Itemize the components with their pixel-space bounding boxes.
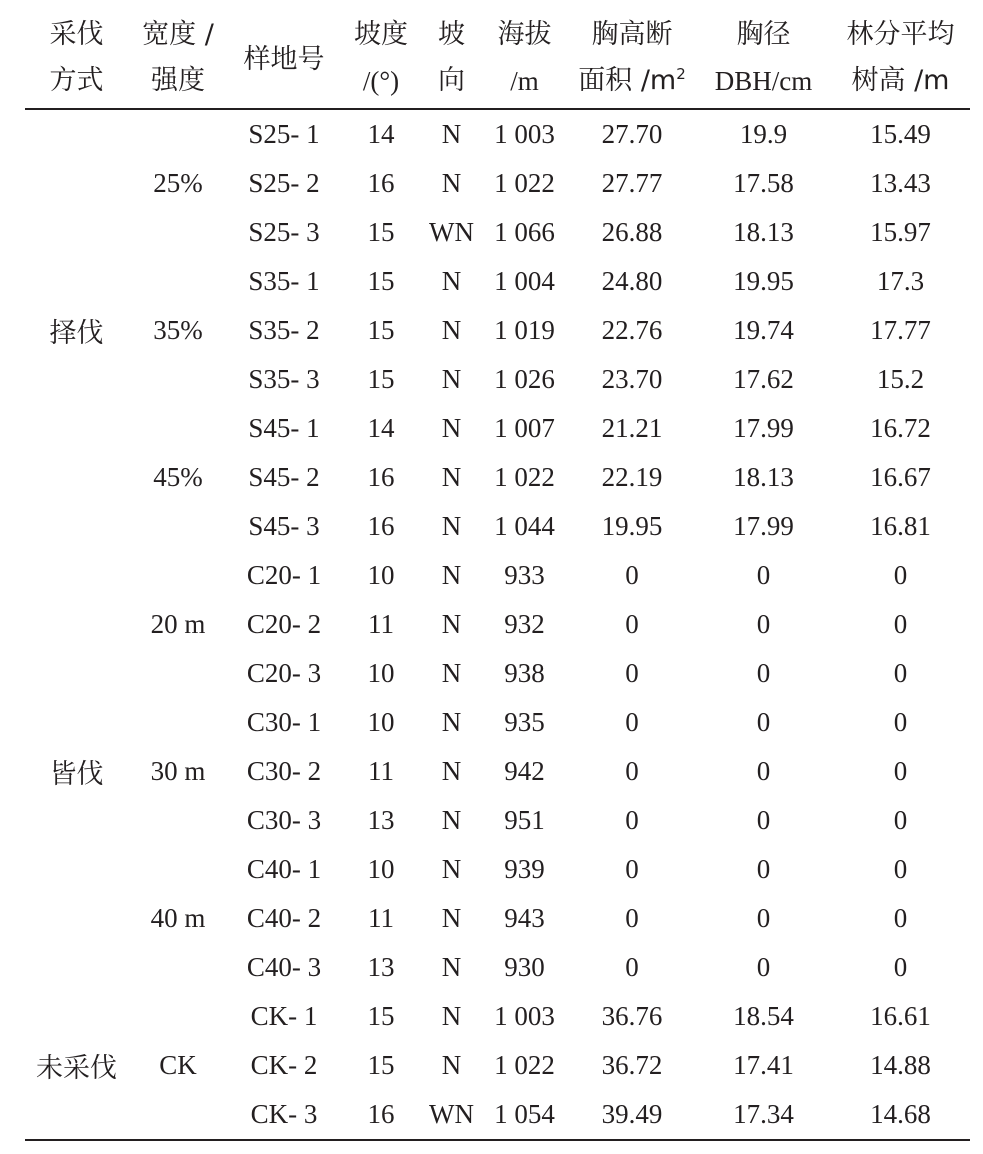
plot-cell: S35- 3 — [248, 364, 320, 394]
basal-area-cell: 0 — [625, 952, 639, 982]
method-cell: 皆伐 — [49, 759, 104, 790]
aspect-cell: N — [441, 511, 462, 541]
height-cell: 0 — [893, 903, 908, 933]
plot-cell: CK- 3 — [228, 1090, 340, 1140]
plot-cell: C20- 1 — [246, 560, 322, 590]
height-cell: 16.67 — [870, 462, 931, 492]
aspect-cell: N — [441, 560, 462, 590]
plot-cell: C40- 2 — [246, 903, 322, 933]
slope-cell: 16 — [367, 462, 395, 492]
table-body — [25, 109, 970, 1140]
intensity-cell: 20 m — [150, 609, 206, 639]
dbh-cell: 17.34 — [696, 1090, 831, 1140]
header-height-line1: 林分平均 — [846, 19, 955, 50]
header-method-line1: 采伐 — [49, 19, 104, 50]
slope-cell: 15 — [367, 217, 395, 247]
slope-cell: 11 — [368, 903, 394, 933]
altitude-cell: 1 044 — [494, 511, 555, 541]
plot-survey-table — [25, 10, 970, 1141]
height-cell: 0 — [893, 609, 908, 639]
plot-cell: S25- 3 — [248, 217, 320, 247]
header-slope-line1: 坡度 — [354, 19, 408, 50]
basal-area-cell: 24.80 — [601, 266, 663, 296]
slope-cell: 16 — [367, 168, 395, 198]
dbh-cell: 19.95 — [733, 266, 794, 296]
altitude-cell: 939 — [504, 854, 545, 884]
dbh-cell: 18.13 — [733, 462, 794, 492]
height-cell: 16.72 — [870, 413, 931, 443]
basal-area-cell: 19.95 — [601, 511, 663, 541]
altitude-cell: 932 — [504, 609, 545, 639]
dbh-cell: 19.9 — [739, 119, 788, 149]
basal-area-cell: 0 — [625, 707, 639, 737]
intensity-cell: 35% — [153, 315, 203, 345]
aspect-cell: N — [441, 805, 462, 835]
table-row — [25, 698, 970, 747]
header-intensity-line2: 强度 — [128, 58, 228, 109]
plot-table-container — [25, 10, 970, 1141]
dbh-cell: 0 — [756, 854, 771, 884]
altitude-cell: 1 003 — [494, 119, 555, 149]
altitude-cell: 1 022 — [494, 168, 555, 198]
slope-cell: 15 — [367, 1001, 395, 1031]
aspect-cell: N — [441, 266, 462, 296]
intensity-cell: 30 m — [150, 756, 206, 786]
intensity-cell: 40 m — [150, 903, 206, 933]
dbh-cell: 17.99 — [733, 511, 794, 541]
plot-cell: C40- 1 — [246, 854, 322, 884]
altitude-cell: 943 — [504, 903, 545, 933]
plot-cell: S45- 1 — [248, 413, 320, 443]
table-header — [25, 10, 970, 109]
altitude-cell: 933 — [504, 560, 545, 590]
plot-cell: CK- 1 — [250, 1001, 318, 1031]
header-dbh-line2: DBH/cm — [696, 58, 831, 109]
intensity-cell: CK — [128, 992, 228, 1140]
slope-cell: 14 — [367, 413, 395, 443]
aspect-cell: WN — [422, 1090, 481, 1140]
plot-cell: S25- 2 — [248, 168, 320, 198]
height-cell: 15.97 — [870, 217, 931, 247]
dbh-cell: 18.54 — [733, 1001, 794, 1031]
altitude-cell: 1 022 — [494, 462, 555, 492]
header-basal-area-line1: 胸高断 — [591, 19, 673, 50]
slope-cell: 15 — [367, 364, 395, 394]
basal-area-cell: 0 — [625, 903, 639, 933]
plot-cell: S45- 3 — [248, 511, 320, 541]
basal-area-cell: 39.49 — [568, 1090, 696, 1140]
altitude-cell: 938 — [504, 658, 545, 688]
basal-area-cell: 26.88 — [601, 217, 663, 247]
dbh-cell: 19.74 — [733, 315, 794, 345]
height-cell: 14.88 — [870, 1050, 931, 1080]
aspect-cell: N — [441, 413, 462, 443]
aspect-cell: N — [441, 854, 462, 884]
altitude-cell: 1 054 — [481, 1090, 568, 1140]
slope-cell: 13 — [367, 805, 395, 835]
height-cell: 13.43 — [870, 168, 931, 198]
height-cell: 16.61 — [870, 1001, 931, 1031]
aspect-cell: N — [441, 756, 462, 786]
plot-cell: C20- 3 — [246, 658, 322, 688]
dbh-cell: 17.41 — [733, 1050, 794, 1080]
table-row — [25, 992, 970, 1041]
header-basal-area-line2 — [568, 58, 696, 109]
header-altitude-line2: /m — [481, 58, 568, 109]
plot-cell: C30- 1 — [246, 707, 322, 737]
header-basal-area-unit: 面积 /m — [578, 65, 677, 96]
intensity-cell: 45% — [153, 462, 203, 492]
altitude-cell: 1 007 — [494, 413, 555, 443]
altitude-cell: 1 004 — [494, 266, 555, 296]
plot-cell: S25- 1 — [248, 119, 320, 149]
height-cell: 0 — [893, 756, 908, 786]
header-height-line2: 树高 /m — [831, 58, 970, 109]
height-cell: 15.2 — [876, 364, 925, 394]
slope-cell: 10 — [367, 707, 395, 737]
basal-area-cell: 36.72 — [601, 1050, 663, 1080]
slope-cell: 15 — [367, 266, 395, 296]
table-row — [25, 257, 970, 306]
altitude-cell: 1 003 — [494, 1001, 555, 1031]
header-aspect-line1: 坡 — [438, 19, 465, 50]
basal-area-cell: 27.77 — [601, 168, 663, 198]
basal-area-cell: 27.70 — [601, 119, 663, 149]
dbh-cell: 17.58 — [733, 168, 794, 198]
plot-cell: C30- 3 — [246, 805, 322, 835]
height-cell: 0 — [893, 805, 908, 835]
altitude-cell: 935 — [504, 707, 545, 737]
dbh-cell: 17.99 — [733, 413, 794, 443]
altitude-cell: 1 026 — [494, 364, 555, 394]
aspect-cell: N — [441, 658, 462, 688]
table-row — [25, 404, 970, 453]
slope-cell: 10 — [367, 658, 395, 688]
altitude-cell: 930 — [504, 952, 545, 982]
plot-cell: C40- 3 — [246, 952, 322, 982]
plot-cell: C30- 2 — [246, 756, 322, 786]
aspect-cell: N — [441, 1001, 462, 1031]
aspect-cell: N — [441, 364, 462, 394]
dbh-cell: 0 — [756, 658, 771, 688]
header-aspect-line2: 向 — [422, 58, 481, 109]
aspect-cell: WN — [429, 217, 474, 247]
height-cell: 0 — [893, 952, 908, 982]
basal-area-cell: 22.76 — [601, 315, 663, 345]
height-cell: 15.49 — [870, 119, 931, 149]
dbh-cell: 0 — [756, 707, 771, 737]
aspect-cell: N — [441, 609, 462, 639]
height-cell: 17.77 — [870, 315, 931, 345]
dbh-cell: 0 — [756, 609, 771, 639]
basal-area-cell: 21.21 — [601, 413, 663, 443]
slope-cell: 10 — [367, 854, 395, 884]
basal-area-cell: 0 — [625, 609, 639, 639]
table-row — [25, 109, 970, 159]
header-method-line2: 方式 — [25, 58, 128, 109]
dbh-cell: 0 — [756, 805, 771, 835]
aspect-cell: N — [441, 952, 462, 982]
basal-area-cell: 22.19 — [601, 462, 663, 492]
slope-cell: 14 — [367, 119, 395, 149]
table-row — [25, 845, 970, 894]
aspect-cell: N — [441, 315, 462, 345]
basal-area-cell: 0 — [625, 658, 639, 688]
height-cell: 16.81 — [870, 511, 931, 541]
dbh-cell: 0 — [756, 756, 771, 786]
height-cell: 0 — [893, 707, 908, 737]
plot-cell: C20- 2 — [246, 609, 322, 639]
height-cell: 14.68 — [831, 1090, 970, 1140]
basal-area-cell: 0 — [625, 854, 639, 884]
dbh-cell: 17.62 — [733, 364, 794, 394]
method-cell: 未采伐 — [25, 992, 128, 1140]
altitude-cell: 951 — [504, 805, 545, 835]
plot-cell: S45- 2 — [248, 462, 320, 492]
intensity-cell: 25% — [153, 168, 203, 198]
height-cell: 0 — [893, 854, 908, 884]
header-slope-line2: /(°) — [340, 58, 422, 109]
plot-cell: S35- 1 — [248, 266, 320, 296]
plot-cell: CK- 2 — [250, 1050, 318, 1080]
aspect-cell: N — [441, 168, 462, 198]
slope-cell: 16 — [340, 1090, 422, 1140]
aspect-cell: N — [441, 119, 462, 149]
aspect-cell: N — [441, 903, 462, 933]
altitude-cell: 1 066 — [494, 217, 555, 247]
basal-area-cell: 0 — [625, 805, 639, 835]
basal-area-cell: 0 — [625, 560, 639, 590]
header-altitude-line1: 海拔 — [497, 19, 552, 50]
altitude-cell: 1 022 — [494, 1050, 555, 1080]
slope-cell: 10 — [367, 560, 395, 590]
aspect-cell: N — [441, 1050, 462, 1080]
aspect-cell: N — [441, 462, 462, 492]
slope-cell: 11 — [368, 609, 394, 639]
header-basal-area-exponent: 2 — [676, 65, 686, 83]
height-cell: 0 — [893, 658, 908, 688]
altitude-cell: 1 019 — [494, 315, 555, 345]
method-cell: 择伐 — [49, 318, 104, 349]
slope-cell: 15 — [367, 315, 395, 345]
dbh-cell: 18.13 — [733, 217, 794, 247]
dbh-cell: 0 — [756, 560, 771, 590]
aspect-cell: N — [441, 707, 462, 737]
height-cell: 0 — [893, 560, 908, 590]
table-row — [25, 551, 970, 600]
dbh-cell: 0 — [756, 952, 771, 982]
dbh-cell: 0 — [756, 903, 771, 933]
slope-cell: 16 — [367, 511, 395, 541]
basal-area-cell: 0 — [625, 756, 639, 786]
basal-area-cell: 23.70 — [601, 364, 663, 394]
basal-area-cell: 36.76 — [601, 1001, 663, 1031]
slope-cell: 11 — [368, 756, 394, 786]
header-dbh-line1: 胸径 — [736, 19, 791, 50]
plot-cell: S35- 2 — [248, 315, 320, 345]
header-plot: 样地号 — [228, 10, 340, 109]
slope-cell: 13 — [367, 952, 395, 982]
altitude-cell: 942 — [504, 756, 545, 786]
slope-cell: 15 — [367, 1050, 395, 1080]
header-intensity-line1: 宽度 / — [142, 19, 214, 50]
height-cell: 17.3 — [876, 266, 925, 296]
